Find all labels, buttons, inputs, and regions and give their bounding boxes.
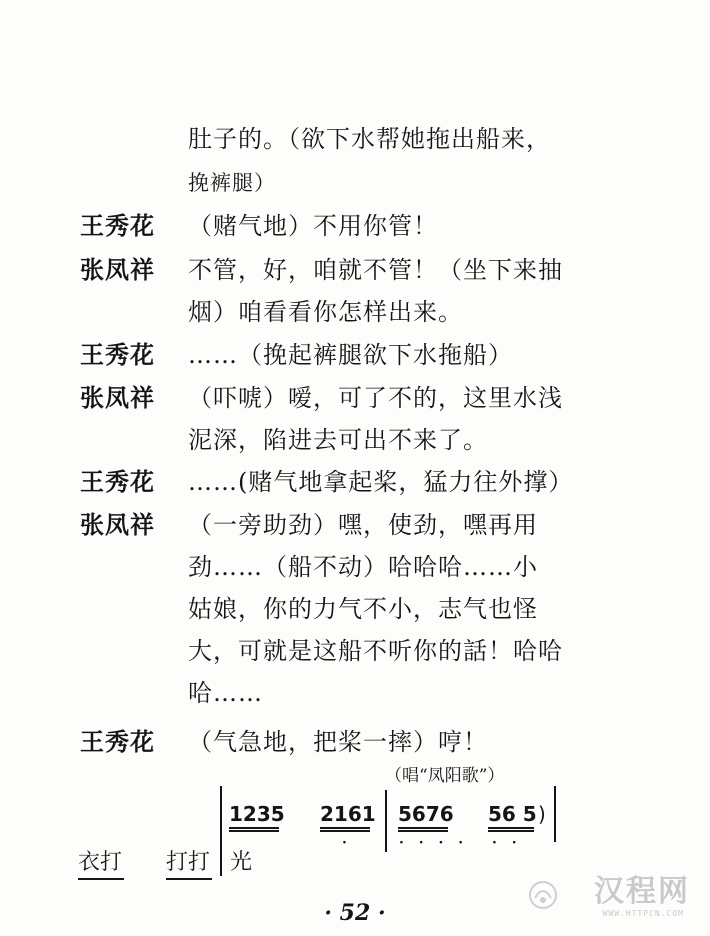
- note-underline: [320, 827, 370, 832]
- dialogue-line-2: 挽裤腿）: [188, 171, 276, 195]
- dialogue-line-12: 姑娘，你的力气不小，志气也怪: [188, 595, 538, 623]
- dialogue-line-14: 哈……: [188, 679, 263, 707]
- percussion-1: 衣打: [78, 850, 123, 875]
- note-group-1: 1235: [229, 802, 285, 826]
- percussion-underline: [78, 878, 124, 880]
- dialogue-line-10: （一旁助劲）嘿，使劲，嘿再用: [188, 511, 538, 539]
- dialogue-line-9: ……(赌气地拿起桨，猛力往外撑）: [188, 468, 574, 496]
- watermark-text: 汉程网: [594, 874, 690, 909]
- bar-line: [554, 786, 556, 842]
- speaker-wang-xiuhua: 王秀花: [80, 341, 155, 369]
- note-underline: [488, 827, 534, 832]
- note-underline: [398, 827, 448, 832]
- speaker-zhang-fengxiang: 张凤祥: [80, 384, 155, 412]
- note-group-2: 2161: [320, 802, 376, 826]
- note-group-4: 56 5: [488, 802, 537, 826]
- dialogue-line-11: 劲……（船不动）哈哈哈……小: [188, 553, 538, 581]
- note-dots: · ·: [492, 835, 522, 851]
- speaker-wang-xiuhua: 王秀花: [80, 468, 155, 496]
- watermark-url: WWW.HTTPCN.COM: [602, 909, 684, 918]
- speaker-zhang-fengxiang: 张凤祥: [80, 256, 155, 284]
- dialogue-line-4: 不管，好，咱就不管！（坐下来抽: [188, 256, 563, 284]
- bar-line: [385, 790, 387, 852]
- sing-note: （唱“凤阳歌”）: [385, 766, 505, 786]
- percussion-2: 打打: [166, 850, 211, 875]
- dialogue-line-1: 肚子的。（欲下水帮她拖出船来，: [188, 125, 551, 153]
- dialogue-line-13: 大，可就是这船不听你的話！哈哈: [188, 637, 563, 665]
- watermark-logo-icon: [526, 878, 560, 912]
- bar-line: [220, 786, 222, 876]
- dialogue-line-5: 烟）咱看看你怎样出来。: [188, 298, 463, 326]
- dialogue-line-6: ……（挽起裤腿欲下水拖船）: [188, 341, 513, 369]
- dialogue-line-7: （吓唬）嗳，可了不的，这里水浅: [188, 384, 563, 412]
- dialogue-line-8: 泥深，陷进去可出不来了。: [188, 426, 488, 454]
- percussion-3: 光: [230, 850, 253, 875]
- note-dots: · · · ·: [399, 835, 469, 851]
- dialogue-line-15: （气急地，把桨一摔）哼！: [188, 728, 488, 756]
- note-dots: ·: [342, 835, 352, 851]
- note-underline: [229, 827, 279, 832]
- note-group-3: 5676: [398, 802, 454, 826]
- close-paren: ): [538, 802, 546, 826]
- speaker-wang-xiuhua: 王秀花: [80, 728, 155, 756]
- page-number: · 52 ·: [324, 900, 386, 926]
- percussion-underline: [166, 878, 212, 880]
- dialogue-line-3: （赌气地）不用你管！: [188, 212, 438, 240]
- speaker-zhang-fengxiang: 张凤祥: [80, 511, 155, 539]
- speaker-wang-xiuhua: 王秀花: [80, 212, 155, 240]
